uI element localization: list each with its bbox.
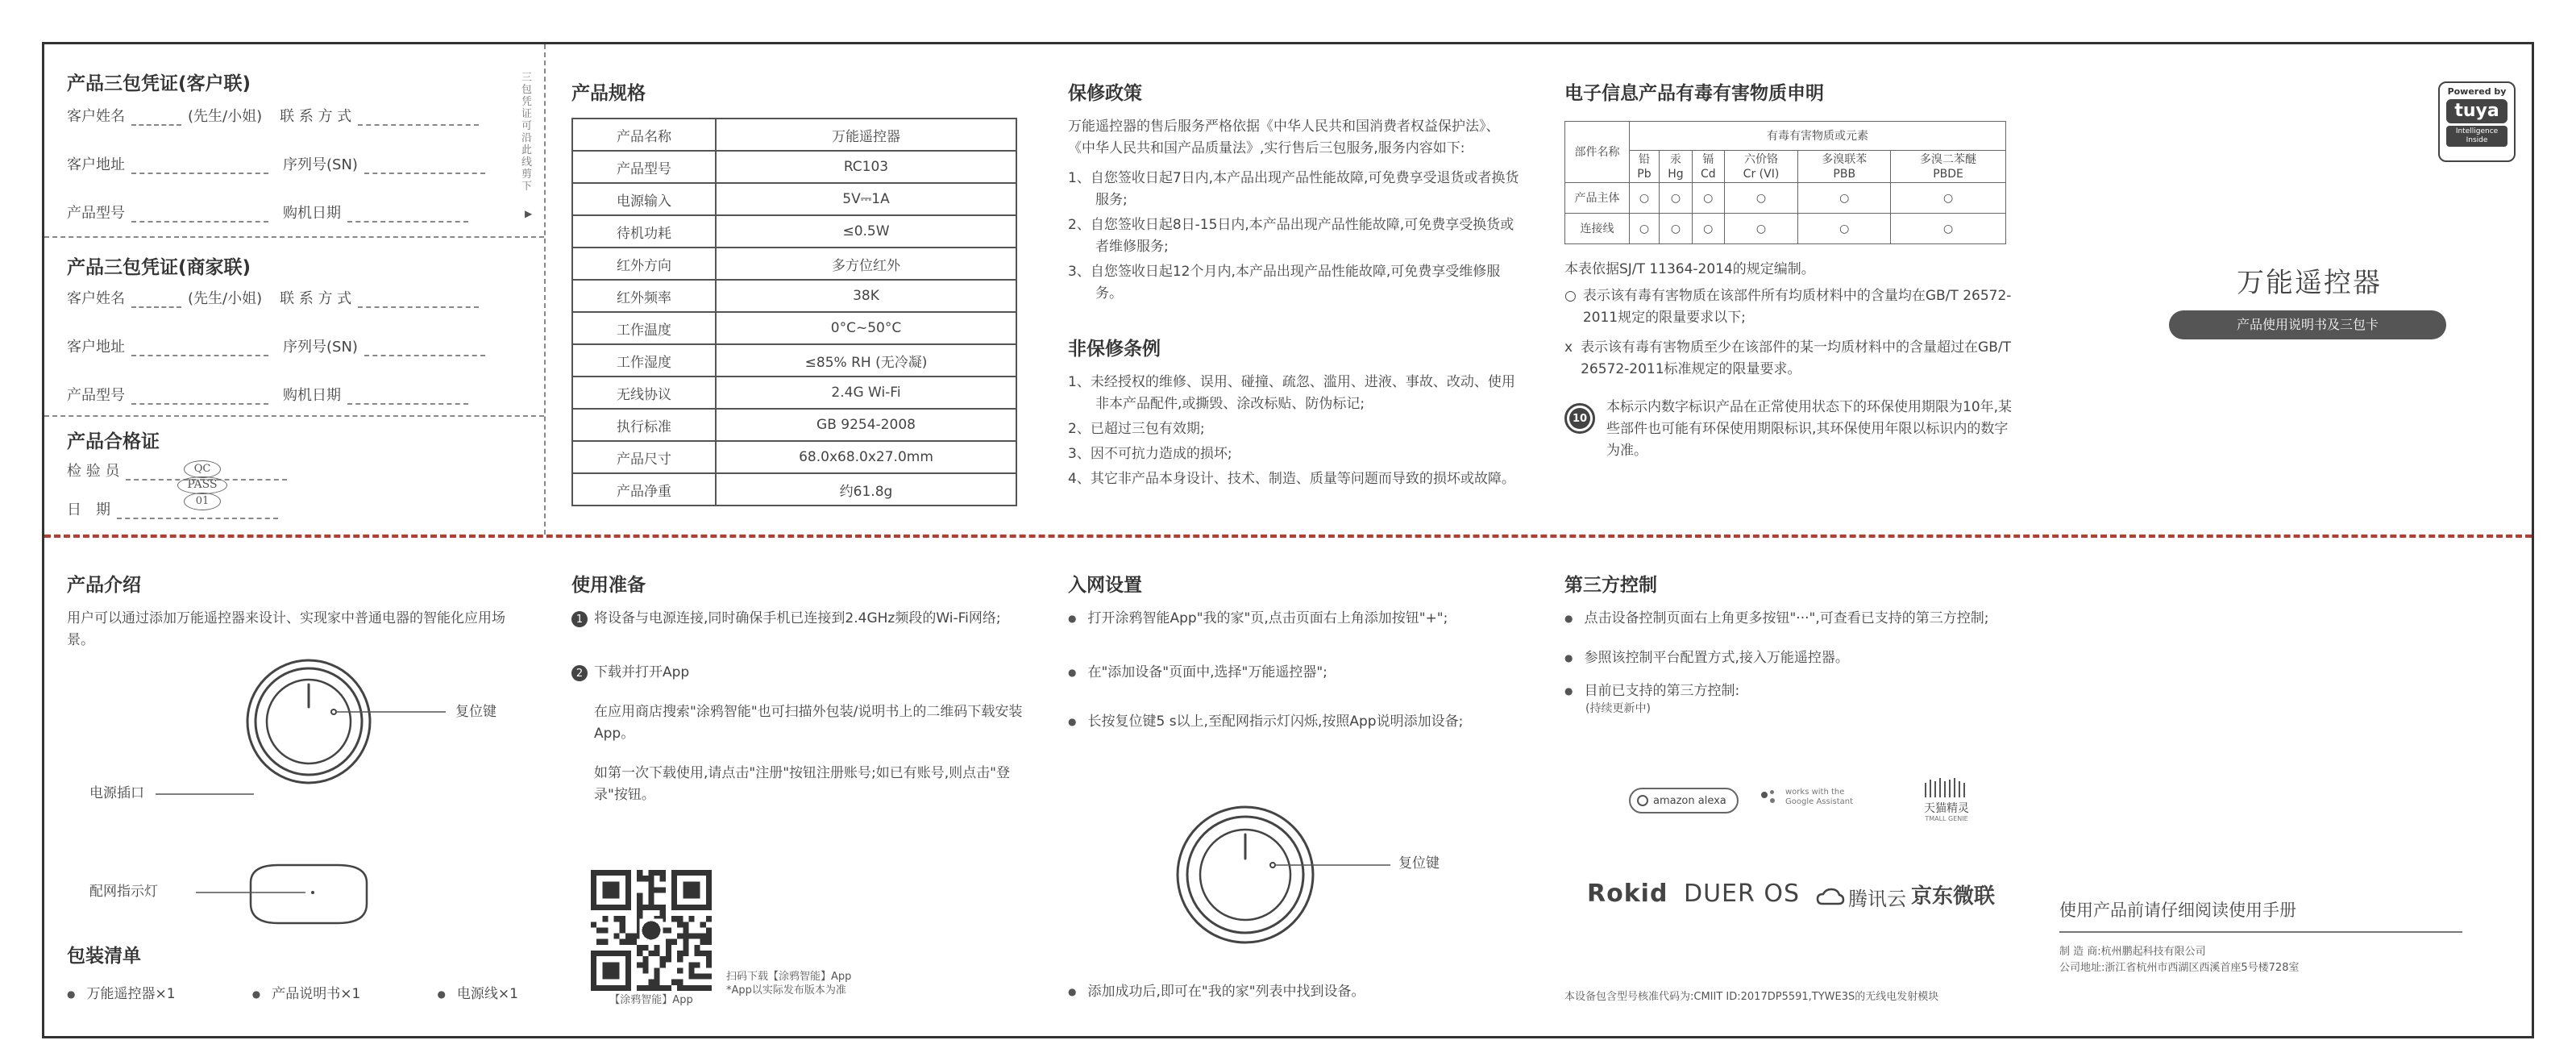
spec-value: 0°C~50°C bbox=[716, 312, 1016, 344]
model-label: 产品型号 bbox=[67, 205, 125, 222]
list-item: 2、已超过三包有效期; bbox=[1068, 421, 1205, 437]
spec-key: 产品尺寸 bbox=[572, 441, 716, 473]
packing-section bbox=[67, 941, 526, 1005]
spec-key: 执行标准 bbox=[572, 409, 716, 441]
tmall-en-text: TMALL GENIE bbox=[1925, 815, 1968, 822]
qc-stamp bbox=[170, 460, 235, 517]
packing-item-text: ● 电源线×1 bbox=[456, 986, 518, 1002]
list-item: 2、自您签收日起8日-15日内,本产品出现产品性能故障,可免费享受换货或者维修服务; bbox=[1068, 217, 1514, 255]
network-section bbox=[1068, 570, 1532, 733]
element-name: 铅 bbox=[1638, 152, 1650, 166]
address-label: 客户地址 bbox=[67, 339, 125, 356]
spec-key: 产品型号 bbox=[572, 151, 716, 183]
list-item: 3、因不可抗力造成的损坏; bbox=[1068, 446, 1232, 462]
element-symbol: Pb bbox=[1637, 167, 1652, 181]
tuya-logo: tuya bbox=[2446, 99, 2507, 123]
warranty-merchant-title: 产品三包凭证(商家联) bbox=[67, 257, 251, 278]
spec-row bbox=[572, 248, 1016, 280]
step2-text: 下载并打开App bbox=[594, 664, 690, 680]
spec-value: 多方位红外 bbox=[716, 248, 1016, 280]
network-title: 入网设置 bbox=[1068, 575, 1142, 596]
warranty-customer bbox=[67, 69, 526, 223]
prep-step1 bbox=[571, 608, 1036, 630]
reset-key-label: 复位键 bbox=[455, 704, 497, 720]
network-step-text: ● 在"添加设备"页面中,选择"万能遥控器"; bbox=[1087, 664, 1327, 680]
hazard-header-row bbox=[1565, 122, 2006, 151]
spec-value: ≤85% RH (无冷凝) bbox=[716, 344, 1016, 377]
packing-item bbox=[67, 984, 176, 1005]
contact-label: 联 系 方 式 bbox=[280, 290, 352, 307]
cover-pill: 产品使用说明书及三包卡 bbox=[2169, 310, 2446, 339]
name-field[interactable] bbox=[131, 111, 181, 126]
tencent-text: 腾讯云 bbox=[1848, 888, 1906, 910]
packing-title: 包装清单 bbox=[67, 946, 141, 967]
network-step bbox=[1068, 711, 1532, 733]
badge-bottom bbox=[2446, 126, 2507, 147]
spec-row bbox=[572, 377, 1016, 409]
date-label: 购机日期 bbox=[283, 387, 341, 404]
address-label: 客户地址 bbox=[67, 156, 125, 173]
qc-stamp-mid: PASS bbox=[177, 476, 227, 494]
hazard-section bbox=[1564, 78, 2016, 462]
hazard-mark: ○ bbox=[1630, 214, 1660, 244]
date-label: 日 期 bbox=[67, 501, 110, 518]
spec-value: 万能遥控器 bbox=[716, 119, 1016, 151]
spec-row bbox=[572, 119, 1016, 151]
intro-text: 用户可以通过添加万能遥控器来设计、实现家中普通电器的智能化应用场景。 bbox=[67, 610, 505, 648]
cut-note: 三包凭证可沿此线剪下 bbox=[521, 72, 533, 193]
hazard-mark: ○ bbox=[1798, 183, 1891, 214]
contact-field[interactable] bbox=[358, 293, 479, 308]
element-symbol: PBDE bbox=[1933, 167, 1963, 181]
network-reset-label: 复位键 bbox=[1398, 855, 1440, 872]
alexa-logo bbox=[1629, 788, 1739, 813]
policy-intro: 万能遥控器的售后服务严格依据《中华人民共和国消费者权益保护法》、《中华人民共和国产品质量法》,实行售后三包服务,服务内容如下: bbox=[1068, 119, 1500, 156]
google-dots-icon bbox=[1761, 790, 1779, 805]
address-field[interactable] bbox=[131, 160, 268, 174]
spec-row bbox=[572, 409, 1016, 441]
cover-title: 万能遥控器 bbox=[2237, 267, 2382, 299]
prep-title: 使用准备 bbox=[571, 575, 646, 596]
spec-key: 电源输入 bbox=[572, 183, 716, 215]
hazard-title: 电子信息产品有毒有害物质申明 bbox=[1564, 83, 1824, 104]
spec-value: GB 9254-2008 bbox=[716, 409, 1016, 441]
note-o-text: 表示该有毒有害物质在该部件所有均质材料中的含量均在GB/T 26572-2011规定的限量要求以下; bbox=[1582, 288, 2012, 326]
element-symbol: Cr (VI) bbox=[1743, 167, 1780, 181]
spec-row bbox=[572, 280, 1016, 312]
qc-stamp-bottom: 01 bbox=[184, 493, 221, 510]
cut-line-vertical bbox=[544, 44, 546, 535]
hazard-mark: ○ bbox=[1724, 183, 1798, 214]
element-name: 多溴联苯 bbox=[1822, 152, 1868, 166]
third-party-step-text: ● 点击设备控制页面右上角更多按钮"···",可查看已支持的第三方控制; bbox=[1584, 610, 1989, 626]
warranty-merchant bbox=[67, 252, 526, 405]
model-field[interactable] bbox=[131, 390, 268, 405]
list-item: 1、自您签收日起7日内,本产品出现产品性能故障,可免费享受退货或者换货服务; bbox=[1068, 170, 1519, 208]
prep-step2 bbox=[571, 662, 1036, 684]
element-name: 镉 bbox=[1702, 152, 1714, 166]
tencent-cloud-logo bbox=[1816, 883, 1906, 911]
step1-badge: 1 bbox=[571, 611, 588, 627]
device-top-view bbox=[156, 660, 446, 794]
part-header: 部件名称 bbox=[1565, 122, 1630, 183]
company-address: 公司地址:浙江省杭州市西湖区西溪首座5号楼728室 bbox=[2059, 962, 2300, 974]
hazard-mark: ○ bbox=[1659, 214, 1692, 244]
non-warranty-title: 非保修条例 bbox=[1068, 339, 1161, 360]
rokid-logo: Rokid bbox=[1587, 880, 1668, 908]
x-symbol: x bbox=[1564, 339, 1573, 356]
third-party-step bbox=[1564, 608, 2016, 630]
updating-note: (持续更新中) bbox=[1585, 702, 1651, 715]
third-party-section bbox=[1564, 570, 2016, 717]
hazard-column bbox=[1724, 151, 1798, 183]
third-party-step-text: ● 目前已支持的第三方控制: bbox=[1584, 683, 1740, 699]
inspector-label: 检 验 员 bbox=[67, 463, 120, 480]
spec-value: ≤0.5W bbox=[716, 215, 1016, 248]
model-field[interactable] bbox=[131, 208, 268, 223]
spec-value: 68.0x68.0x27.0mm bbox=[716, 441, 1016, 473]
qr-side-text bbox=[726, 970, 851, 997]
name-label: 客户姓名 bbox=[67, 108, 125, 125]
spec-row bbox=[572, 344, 1016, 377]
spec-row bbox=[572, 441, 1016, 473]
maker: 制 造 商:杭州鹏起科技有限公司 bbox=[2059, 946, 2206, 958]
spec-key: 工作湿度 bbox=[572, 344, 716, 377]
contact-label: 联 系 方 式 bbox=[280, 108, 352, 125]
spec-table bbox=[571, 118, 1017, 506]
spec-value: 38K bbox=[716, 280, 1016, 312]
cmiit-note: 本设备包含型号核准代码为:CMIIT ID:2017DP5591,TYWE3S的无线电发射模块 bbox=[1564, 991, 1939, 1003]
hazard-column-row bbox=[1565, 151, 2006, 183]
intro-section bbox=[67, 570, 526, 651]
hazard-basis: 本表依据SJ/T 11364-2014的规定编制。 bbox=[1564, 261, 1815, 277]
network-step bbox=[1068, 662, 1532, 684]
spec-row bbox=[572, 215, 1016, 248]
qr-side-line2: *App以实际发布版本为准 bbox=[726, 984, 846, 997]
third-party-step-text: ● 参照该控制平台配置方式,接入万能遥控器。 bbox=[1584, 650, 1849, 666]
serial-field[interactable] bbox=[364, 342, 485, 356]
hazard-table bbox=[1564, 121, 2006, 244]
circle-symbol: ○ bbox=[1564, 288, 1577, 304]
spec-key: 红外频率 bbox=[572, 280, 716, 312]
part-name: 连接线 bbox=[1565, 214, 1630, 244]
part-name: 产品主体 bbox=[1565, 183, 1630, 214]
hazard-mark: ○ bbox=[1798, 214, 1891, 244]
date-field[interactable] bbox=[347, 208, 468, 223]
google-assistant-logo bbox=[1761, 788, 1853, 807]
jd-logo: 京东微联 bbox=[1911, 884, 1996, 909]
element-symbol: Hg bbox=[1668, 167, 1684, 181]
certificate bbox=[67, 426, 526, 519]
spec-title: 产品规格 bbox=[571, 83, 646, 104]
certificate-title: 产品合格证 bbox=[67, 431, 160, 452]
read-first: 使用产品前请仔细阅读使用手册 bbox=[2059, 897, 2462, 933]
step2-badge: 2 bbox=[571, 665, 588, 681]
hazard-mark: ○ bbox=[1693, 183, 1725, 214]
reset-illustration bbox=[1173, 794, 1447, 963]
spec-value: 5V⎓1A bbox=[716, 183, 1016, 215]
spec-row bbox=[572, 473, 1016, 506]
hazard-mark: ○ bbox=[1724, 214, 1798, 244]
badge-line1: Powered by bbox=[2447, 86, 2507, 97]
network-step bbox=[1068, 608, 1532, 630]
hazard-column bbox=[1798, 151, 1891, 183]
alexa-text: amazon alexa bbox=[1653, 794, 1726, 807]
third-party-title: 第三方控制 bbox=[1564, 575, 1657, 596]
qc-stamp-top: QC bbox=[184, 460, 221, 478]
spec-key: 工作温度 bbox=[572, 312, 716, 344]
hazard-row bbox=[1565, 183, 2006, 214]
element-name: 汞 bbox=[1669, 152, 1681, 166]
policy-title: 保修政策 bbox=[1068, 83, 1142, 104]
serial-label: 序列号(SN) bbox=[283, 156, 358, 173]
hazard-mark: ○ bbox=[1630, 183, 1660, 214]
hazard-column bbox=[1659, 151, 1692, 183]
qr-code[interactable] bbox=[591, 870, 712, 991]
google-text1: works with the bbox=[1785, 788, 1845, 797]
prep-para2: 如第一次下载使用,请点击"注册"按钮注册账号;如已有账号,则点击"登录"按钮。 bbox=[594, 765, 1010, 803]
packing-item bbox=[437, 984, 518, 1005]
element-name: 六价铬 bbox=[1743, 152, 1778, 166]
spec-key: 产品名称 bbox=[572, 119, 716, 151]
spec-value: RC103 bbox=[716, 151, 1016, 183]
hazard-row bbox=[1565, 214, 2006, 244]
eco-note bbox=[1564, 397, 2016, 462]
indicator-label: 配网指示灯 bbox=[89, 884, 158, 900]
tuya-badge bbox=[2438, 81, 2516, 162]
dueros-logo: DUER OS bbox=[1684, 880, 1801, 908]
eco-number: 10 bbox=[1569, 408, 1590, 429]
list-item: 1、未经授权的维修、误用、碰撞、疏忽、滥用、进液、事故、改动、使用非本产品配件,或撕毁、涂改标贴、防伪标记; bbox=[1068, 374, 1515, 412]
third-party-step bbox=[1564, 647, 2016, 669]
power-port-label: 电源插口 bbox=[89, 785, 144, 801]
intro-title: 产品介绍 bbox=[67, 575, 141, 596]
divider bbox=[44, 236, 544, 238]
warranty-customer-title: 产品三包凭证(客户联) bbox=[67, 73, 251, 94]
hazard-column bbox=[1891, 151, 2006, 183]
hazard-mark: ○ bbox=[1891, 183, 2006, 214]
hazard-column bbox=[1630, 151, 1660, 183]
name-label: 客户姓名 bbox=[67, 290, 125, 307]
prep-section bbox=[571, 570, 1036, 806]
tmall-icon bbox=[1922, 778, 1971, 799]
tmall-text: 天猫精灵 bbox=[1924, 802, 1969, 815]
alexa-icon bbox=[1637, 795, 1648, 806]
cut-line-red bbox=[44, 535, 2532, 538]
model-label: 产品型号 bbox=[67, 387, 125, 404]
spec-key: 产品净重 bbox=[572, 473, 716, 506]
warranty-policy bbox=[1068, 78, 1519, 493]
spec-row bbox=[572, 151, 1016, 183]
badge-line3: Intelligence bbox=[2455, 127, 2499, 135]
network-final-text: ● 添加成功后,即可在"我的家"列表中找到设备。 bbox=[1087, 984, 1365, 1000]
spacer bbox=[544, 538, 546, 1041]
eco-note-text: 本标示内数字标识产品在正常使用状态下的环保使用期限为10年,某些部件也可能有环保使用期限标识,其环保使用年限以标识内的数字为准。 bbox=[1606, 399, 2013, 459]
google-text2: Google Assistant bbox=[1785, 797, 1853, 806]
cloud-icon bbox=[1816, 888, 1845, 907]
name-suffix: (先生/小姐) bbox=[188, 290, 263, 307]
address-field[interactable] bbox=[131, 342, 268, 356]
qr-caption: 【涂鸦智能】App bbox=[609, 994, 693, 1006]
packing-item bbox=[252, 984, 361, 1005]
spec-value: 2.4G Wi-Fi bbox=[716, 377, 1016, 409]
element-symbol: PBB bbox=[1833, 167, 1856, 181]
list-item: 4、其它非产品本身设计、技术、制造、质量等问题而导致的损坏或故障。 bbox=[1068, 471, 1515, 487]
list-item: 3、自您签收日起12个月内,本产品出现产品性能故障,可免费享受维修服务。 bbox=[1068, 264, 1501, 302]
network-step-text: ● 打开涂鸦智能App"我的家"页,点击页面右上角添加按钮"+"; bbox=[1087, 610, 1448, 626]
badge-line4: Inside bbox=[2466, 136, 2488, 144]
contact-field[interactable] bbox=[358, 111, 479, 126]
spec-key: 待机功耗 bbox=[572, 215, 716, 248]
note-x-text: 表示该有毒有害物质至少在该部件的某一均质材料中的含量超过在GB/T 26572-2011标准规定的限量要求。 bbox=[1581, 339, 2012, 377]
divider bbox=[44, 415, 544, 417]
serial-label: 序列号(SN) bbox=[283, 339, 358, 356]
hazard-mark: ○ bbox=[1891, 214, 2006, 244]
arrow-right-icon: ▶ bbox=[525, 208, 533, 219]
spec-section bbox=[571, 78, 1023, 506]
device-side-view bbox=[196, 865, 367, 923]
group-header: 有毒有害物质或元素 bbox=[1630, 122, 2006, 151]
hazard-column bbox=[1693, 151, 1725, 183]
hazard-mark: ○ bbox=[1659, 183, 1692, 214]
date-field[interactable] bbox=[347, 390, 468, 405]
hazard-mark: ○ bbox=[1693, 214, 1725, 244]
qr-side-line1: 扫码下载【涂鸦智能】App bbox=[726, 971, 852, 983]
eco-period-icon bbox=[1564, 403, 1595, 434]
tmall-genie-logo bbox=[1922, 778, 1971, 822]
packing-item-text: ● 万能遥控器×1 bbox=[86, 986, 176, 1002]
date-label: 购机日期 bbox=[283, 205, 341, 222]
note-x bbox=[1564, 337, 2016, 381]
element-symbol: Cd bbox=[1700, 167, 1716, 181]
spec-row bbox=[572, 183, 1016, 215]
spec-key: 无线协议 bbox=[572, 377, 716, 409]
name-field[interactable] bbox=[131, 293, 181, 308]
footer bbox=[2059, 897, 2462, 976]
spec-row bbox=[572, 312, 1016, 344]
step1-text: 将设备与电源连接,同时确保手机已连接到2.4GHz频段的Wi-Fi网络; bbox=[594, 610, 1001, 626]
network-step-text: ● 长按复位键5 s以上,至配网指示灯闪烁,按照App说明添加设备; bbox=[1087, 714, 1464, 730]
note-o bbox=[1564, 285, 2016, 329]
network-final bbox=[1068, 981, 1365, 1003]
prep-para1: 在应用商店搜索"涂鸦智能"也可扫描外包装/说明书上的二维码下载安装App。 bbox=[594, 704, 1023, 742]
name-suffix: (先生/小姐) bbox=[188, 108, 263, 125]
manual-sheet bbox=[42, 42, 2534, 1038]
packing-item-text: ● 产品说明书×1 bbox=[272, 986, 361, 1002]
spec-key: 红外方向 bbox=[572, 248, 716, 280]
element-name: 多溴二苯醚 bbox=[1920, 152, 1977, 166]
spec-value: 约61.8g bbox=[716, 473, 1016, 506]
serial-field[interactable] bbox=[364, 160, 485, 174]
third-party-step bbox=[1564, 680, 2016, 702]
